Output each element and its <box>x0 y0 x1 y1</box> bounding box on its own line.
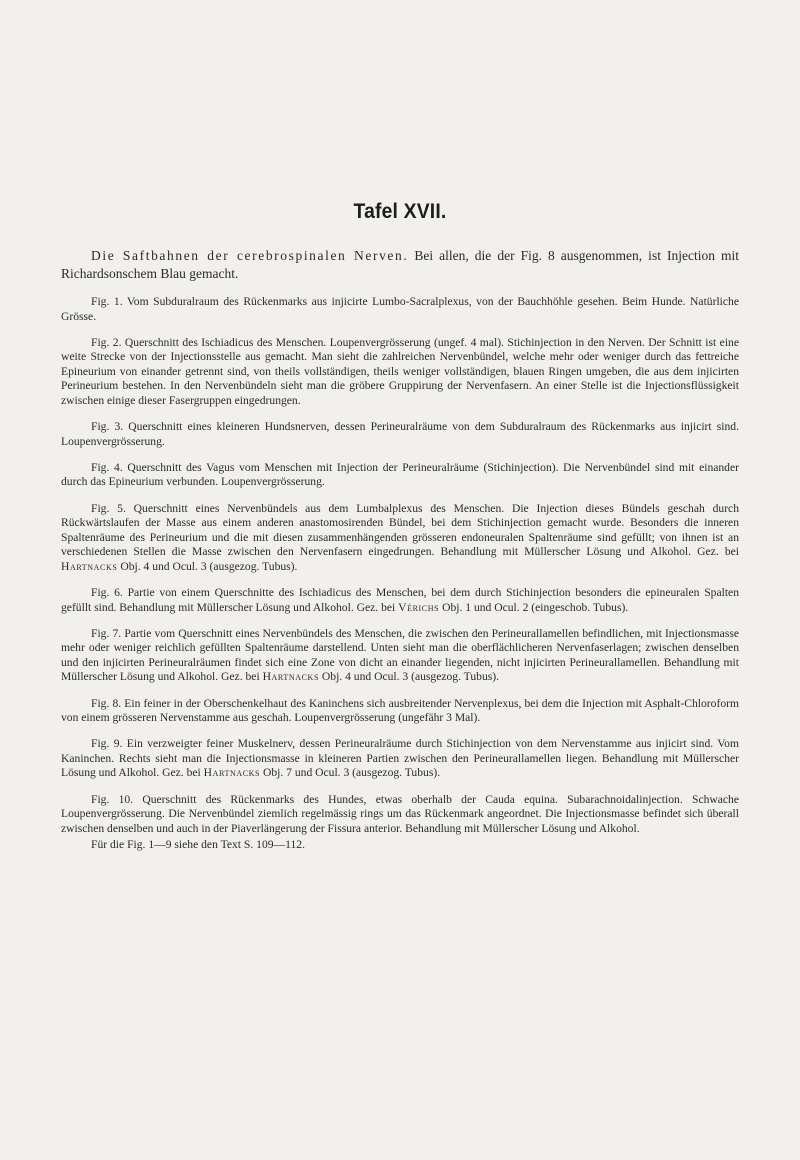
intro-text: Bei allen, die der Fig. 8 ausgenommen, ist Injection mit Richardsonschem Blau gemacht. <box>61 248 739 281</box>
caption-text: Fig. 9. Ein verzweigter feiner Muskelnerv, dessen Perineuralräume durch Stichinjection von dem Nervenstamme aus injicirt sind. Vom Kaninchen. Rechts sieht man die Injectionsmasse in kleineren Partien zwischen den Perineurallamellen liegen. Behandlung mit Müllerscher Lösung und Alkohol. Gez. bei <box>61 737 739 780</box>
figure-caption-5 <box>61 502 739 575</box>
figure-caption-3: Fig. 3. Querschnitt eines kleineren Hundsnerven, dessen Perineuralräume von dem Subduralraum des Rückenmarks aus injicirt sind. Loupenvergrösserung. <box>61 420 739 448</box>
figure-caption-4: Fig. 4. Querschnitt des Vagus vom Menschen mit Injection der Perineuralräume (Stichinjection). Die Nervenbündel sind mit einander durch das Epineurium verbunden. Loupenvergrösserung. <box>61 460 739 489</box>
figure-caption-6 <box>61 586 739 615</box>
caption-text: Obj. 4 und Ocul. 3 (ausgezog. Tubus). <box>319 670 500 684</box>
microscope-maker-name: Hartnacks <box>203 766 261 780</box>
figure-caption-2: Fig. 2. Querschnitt des Ischiadicus des Menschen. Loupenvergrösserung (ungef. 4 mal). Stichinjection in den Nerven. Der Schnitt ist eine weite Strecke von der Injectionsstelle aus gemacht. Man sieht die zahlreichen Nervenbündel, welche mehr oder weniger durch das fettreiche Epineurium von einander getrennt sind, von theils vollständigen, theils weniger vollständigen, blauen Ringen umgeben, die aus dem injicirten Perineurium bestehen. In den Nervenbündeln sieht man die gröbere Gruppirung der Nervenfasern. An einer Stelle ist die Injectionsflüssigkeit zwischen einige dieser Fasergruppen eingedrungen. <box>61 335 739 408</box>
closing-note: Für die Fig. 1—9 siehe den Text S. 109—112. <box>91 838 305 852</box>
caption-text: Obj. 1 und Ocul. 2 (eingeschob. Tubus). <box>439 600 629 614</box>
plate-title: Tafel XVII. <box>353 200 447 223</box>
caption-text: Fig. 6. Partie von einem Querschnitte des Ischiadicus des Menschen, bei dem durch Stichinjection besonders die epineuralen Spalten gefüllt sind. Behandlung mit Müllerscher Lösung und Alkohol. Gez. bei <box>61 586 739 614</box>
plate-description <box>61 247 739 853</box>
microscope-maker-name: Vérichs <box>398 600 440 614</box>
figure-caption-7 <box>61 627 739 685</box>
caption-text: Obj. 7 und Ocul. 3 (ausgezog. Tubus). <box>260 766 441 780</box>
caption-text: Fig. 5. Querschnitt eines Nervenbündels aus dem Lumbalplexus des Menschen. Die Injection dieses Bündels geschah durch Rückwärtslaufen der Masse aus einem anderen anastomosirenden Bündel, bei dem Stichinjection gemacht wurde. Besonders die inneren Spaltenräume des Perineurium und die mit diesen zusammenhängenden grösseren endoneuralen Spaltenräume sind gefüllt; von ihnen ist an verschiedenen Stellen die Masse zwischen den Nervenfasern eingedrungen. Behandlung mit Müllerscher Lösung und Alkohol. Gez. bei <box>61 501 739 559</box>
caption-text: Fig. 7. Partie vom Querschnitt eines Nervenbündels des Menschen, die zwischen den Perineurallamellen befindlichen, mit Injectionsmasse mehr oder weniger reichlich gefüllten Spaltenräume darstellend. Unten sieht man die oberflächlicheren Nervenfaserlagen; zwischen denselben und den injicirten Perineuralräumen findet sich eine Zone von dicht an einander liegenden, nicht injicirten Perineurallamellen. Behandlung mit Müllerscher Lösung und Alkohol. Gez. bei <box>61 626 739 684</box>
figure-caption-8: Fig. 8. Ein feiner in der Oberschenkelhaut des Kaninchens sich ausbreitender Nervenplexus, bei dem die Injection mit Asphalt-Chloroform von einem grösseren Nervenstamme aus geschah. Loupenvergrösserung (ungefähr 3 Mal). <box>61 696 739 725</box>
caption-text: Obj. 4 und Ocul. 3 (ausgezog. Tubus). <box>117 559 298 573</box>
microscope-maker-name: Hartnacks <box>61 559 118 573</box>
intro-heading: Die Saftbahnen der cerebrospinalen Nerven. <box>91 248 409 263</box>
intro-paragraph <box>61 247 739 283</box>
figure-caption-10: Fig. 10. Querschnitt des Rückenmarks des Hundes, etwas oberhalb der Cauda equina. Subarachnoidalinjection. Schwache Loupenvergrösserung. Die Nervenbündel ziemlich regelmässig rings um das Rückenmark angeordnet. Die Injectionsmasse befindet sich überall zwischen denselben und auch in der Piaverlängerung der Fissura anterior. Behandlung mit Müllerscher Lösung und Alkohol. <box>61 792 739 835</box>
microscope-maker-name: Hartnacks <box>262 670 319 684</box>
figure-caption-1: Fig. 1. Vom Subduralraum des Rückenmarks aus injicirte Lumbo-Sacralplexus, von der Bauchhöhle gesehen. Beim Hunde. Natürliche Grösse. <box>61 295 739 323</box>
figure-caption-9 <box>61 737 739 781</box>
